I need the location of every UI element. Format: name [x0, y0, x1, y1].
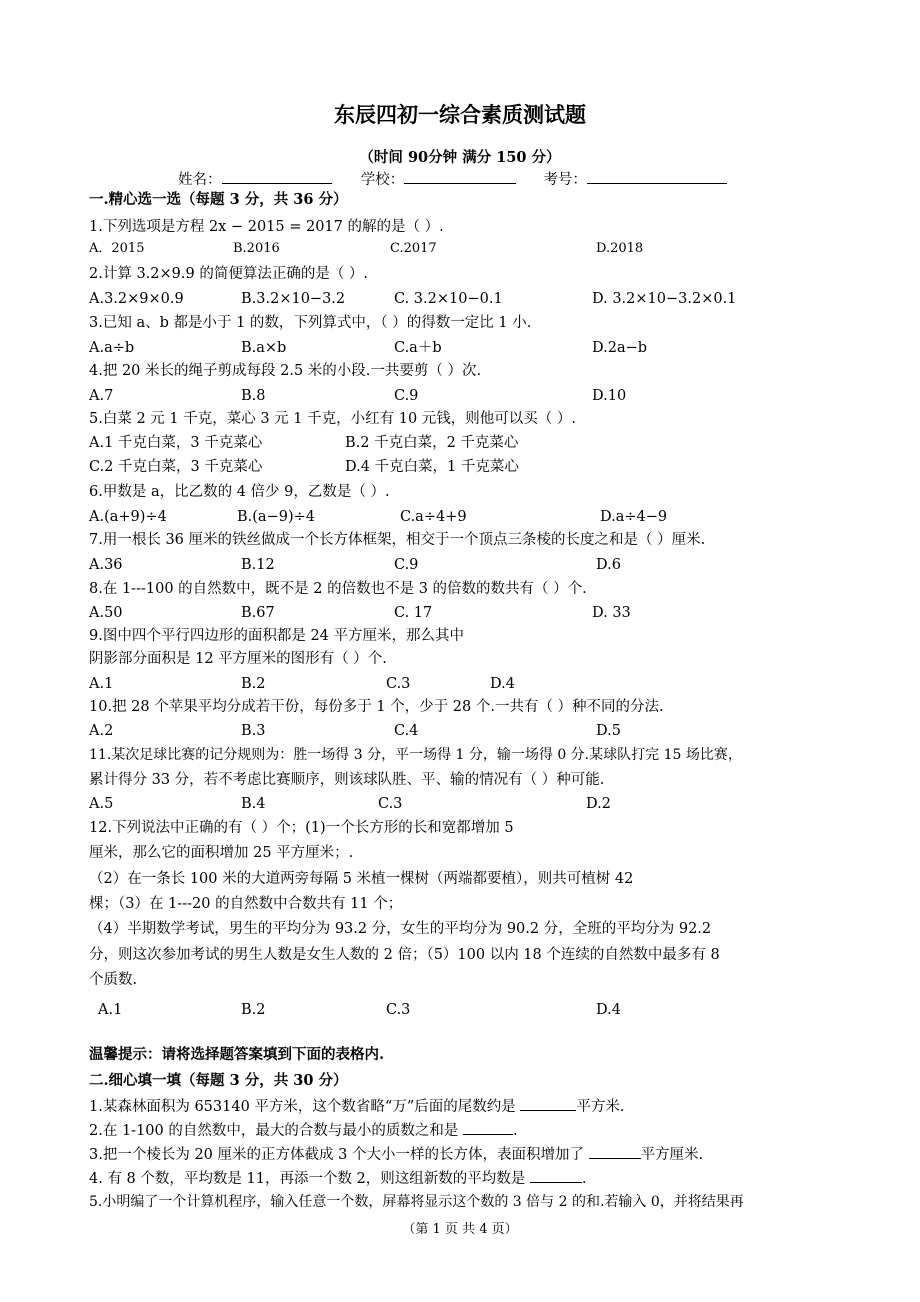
q12-option-a[interactable]: A.1: [98, 1002, 123, 1018]
question-1: 1.下列选项是方程 2x − 2015 = 2017 的解的是（ ）.: [89, 219, 444, 235]
q5-option-d[interactable]: D.4 千克白菜，1 千克菜心: [345, 459, 519, 475]
q9-option-d[interactable]: D.4: [490, 676, 515, 692]
fill-2-suffix: .: [512, 1123, 518, 1139]
q12-option-b[interactable]: B.2: [241, 1002, 266, 1018]
q9-option-c[interactable]: C.3: [386, 676, 411, 692]
q3-option-d[interactable]: D.2a−b: [592, 340, 648, 356]
question-12-line-2: 厘米，那么它的面积增加 25 平方厘米；.: [89, 845, 354, 861]
page-footer: （第 1 页 共 4 页）: [402, 1222, 518, 1237]
q7-option-d[interactable]: D.6: [596, 557, 621, 573]
q5-option-a[interactable]: A.1 千克白菜，3 千克菜心: [89, 435, 263, 451]
question-11-line-1: 11.某次足球比赛的记分规则为：胜一场得 3 分，平一场得 1 分，输一场得 0 分.某球队打完 15 场比赛，: [89, 747, 742, 763]
q10-option-a[interactable]: A.2: [89, 723, 114, 739]
q2-option-c[interactable]: C. 3.2×10−0.1: [394, 291, 503, 307]
q1-option-a[interactable]: A．2015: [89, 241, 145, 256]
exam-number-blank[interactable]: [587, 168, 727, 184]
exam-number-label: 考号：: [543, 172, 587, 188]
fill-1-suffix: 平方米.: [576, 1099, 625, 1115]
q7-option-c[interactable]: C.9: [394, 557, 419, 573]
q9-option-a[interactable]: A.1: [89, 676, 114, 692]
name-blank[interactable]: [222, 168, 332, 184]
q9-option-b[interactable]: B.2: [241, 676, 266, 692]
fill-2-blank[interactable]: [463, 1119, 513, 1135]
q11-option-b[interactable]: B.4: [241, 796, 266, 812]
q8-option-a[interactable]: A.50: [89, 605, 123, 621]
q5-option-c[interactable]: C.2 千克白菜，3 千克菜心: [89, 459, 263, 475]
q8-option-d[interactable]: D. 33: [592, 605, 631, 621]
q6-option-a[interactable]: A.(a+9)÷4: [89, 509, 167, 525]
q11-option-c[interactable]: C.3: [378, 796, 403, 812]
question-2: 2.计算 3.2×9.9 的简便算法正确的是（ ）.: [89, 266, 369, 282]
q10-option-d[interactable]: D.5: [596, 723, 621, 739]
question-9-line-1: 9.图中四个平行四边形的面积都是 24 平方厘米，那么其中: [89, 628, 465, 644]
question-9-line-2: 阴影部分面积是 12 平方厘米的图形有（ ）个.: [89, 651, 387, 667]
q4-option-d[interactable]: D.10: [592, 388, 627, 404]
q6-option-b[interactable]: B.(a−9)÷4: [237, 509, 315, 525]
q12-option-d[interactable]: D.4: [596, 1002, 621, 1018]
fill-question-5: 5.小明编了一个计算机程序，输入任意一个数，屏幕将显示这个数的 3 倍与 2 的和.若输入 0，并将结果再: [89, 1194, 744, 1210]
question-11-line-2: 累计得分 33 分，若不考虑比赛顺序，则该球队胜、平、输的情况有（ ）种可能.: [89, 772, 605, 788]
fill-3-text: 3.把一个棱长为 20 厘米的正方体截成 3 个大小一样的长方体，表面积增加了: [89, 1147, 584, 1163]
question-10: 10.把 28 个苹果平均分成若干份，每份多于 1 个，少于 28 个.一共有（ ）种不同的分法.: [89, 699, 664, 715]
question-12-line-5: （4）半期数学考试，男生的平均分为 93.2 分，女生的平均分为 90.2 分，全班的平均分为 92.2: [89, 921, 712, 937]
school-blank[interactable]: [404, 168, 516, 184]
q10-option-b[interactable]: B.3: [241, 723, 266, 739]
section1-heading: 一.精心选一选（每题 3 分，共 36 分）: [89, 191, 348, 208]
question-8: 8.在 1---100 的自然数中，既不是 2 的倍数也不是 3 的倍数的数共有（ ）个.: [89, 581, 587, 597]
q1-option-c[interactable]: C.2017: [390, 241, 437, 256]
fill-4-text: 4. 有 8 个数，平均数是 11，再添一个数 2，则这组新数的平均数是: [89, 1171, 526, 1187]
q11-option-a[interactable]: A.5: [89, 796, 114, 812]
q8-option-c[interactable]: C. 17: [394, 605, 433, 621]
page-title: 东辰四初一综合素质测试题: [334, 102, 586, 127]
fill-question-1: [89, 1095, 624, 1117]
q2-option-a[interactable]: A.3.2×9×0.9: [89, 291, 184, 307]
q8-option-b[interactable]: B.67: [241, 605, 275, 621]
fill-1-text: 1.某森林面积为 653140 平方米，这个数省略“万”后面的尾数约是: [89, 1099, 516, 1115]
q3-option-a[interactable]: A.a÷b: [89, 340, 135, 356]
fill-4-suffix: .: [581, 1171, 587, 1187]
q4-option-b[interactable]: B.8: [241, 388, 266, 404]
fill-4-blank[interactable]: [530, 1167, 582, 1183]
q4-option-a[interactable]: A.7: [89, 388, 114, 404]
q12-option-c[interactable]: C.3: [386, 1002, 411, 1018]
fill-question-2: [89, 1119, 518, 1141]
fill-question-4: [89, 1167, 587, 1189]
question-6: 6.甲数是 a，比乙数的 4 倍少 9，乙数是（ ）.: [89, 484, 390, 500]
section2-heading: 二.细心填一填（每题 3 分，共 30 分）: [89, 1072, 348, 1089]
student-info: [178, 168, 727, 190]
warm-tip: 温馨提示：请将选择题答案填到下面的表格内.: [89, 1046, 385, 1063]
q11-option-d[interactable]: D.2: [586, 796, 611, 812]
question-4: 4.把 20 米长的绳子剪成每段 2.5 米的小段.一共要剪（ ）次.: [89, 363, 482, 379]
question-5: 5.白菜 2 元 1 千克，菜心 3 元 1 千克，小红有 10 元钱，则他可以买（ ）.: [89, 411, 576, 427]
fill-question-3: [89, 1143, 703, 1165]
fill-3-suffix: 平方厘米.: [640, 1147, 704, 1163]
q6-option-d[interactable]: D.a÷4−9: [600, 509, 668, 525]
q7-option-b[interactable]: B.12: [241, 557, 275, 573]
q2-option-b[interactable]: B.3.2×10−3.2: [241, 291, 346, 307]
time-and-score: （时间 90分钟 满分 150 分）: [359, 149, 561, 166]
q1-option-d[interactable]: D.2018: [596, 241, 644, 256]
question-12-line-4: 棵；（3）在 1---20 的自然数中合数共有 11 个；: [89, 896, 403, 912]
fill-3-blank[interactable]: [589, 1143, 641, 1159]
question-7: 7.用一根长 36 厘米的铁丝做成一个长方体框架，相交于一个顶点三条棱的长度之和是（ ）厘米.: [89, 532, 706, 548]
question-12-line-7: 个质数.: [89, 972, 138, 988]
question-3: 3.已知 a、b 都是小于 1 的数，下列算式中，（ ）的得数一定比 1 小.: [89, 315, 532, 331]
fill-1-blank[interactable]: [520, 1095, 576, 1111]
q6-option-c[interactable]: C.a÷4+9: [400, 509, 467, 525]
question-12-line-3: （2）在一条长 100 米的大道两旁每隔 5 米植一棵树（两端都要植），则共可植树 42: [89, 871, 634, 887]
q1-option-b[interactable]: B.2016: [233, 241, 280, 256]
school-label: 学校：: [360, 172, 405, 188]
q3-option-c[interactable]: C.a＋b: [394, 340, 442, 356]
q7-option-a[interactable]: A.36: [89, 557, 123, 573]
q10-option-c[interactable]: C.4: [394, 723, 419, 739]
question-12-line-1: 12.下列说法中正确的有（ ）个；(1)一个长方形的长和宽都增加 5: [89, 820, 514, 836]
q5-option-b[interactable]: B.2 千克白菜，2 千克菜心: [345, 435, 519, 451]
name-label: 姓名：: [178, 172, 222, 188]
fill-2-text: 2.在 1-100 的自然数中，最大的合数与最小的质数之和是: [89, 1123, 459, 1139]
q3-option-b[interactable]: B.a×b: [241, 340, 287, 356]
question-12-line-6: 分，则这次参加考试的男生人数是女生人数的 2 倍；（5）100 以内 18 个连续的自然数中最多有 8: [89, 947, 720, 963]
q4-option-c[interactable]: C.9: [394, 388, 419, 404]
q2-option-d[interactable]: D. 3.2×10−3.2×0.1: [592, 291, 737, 307]
